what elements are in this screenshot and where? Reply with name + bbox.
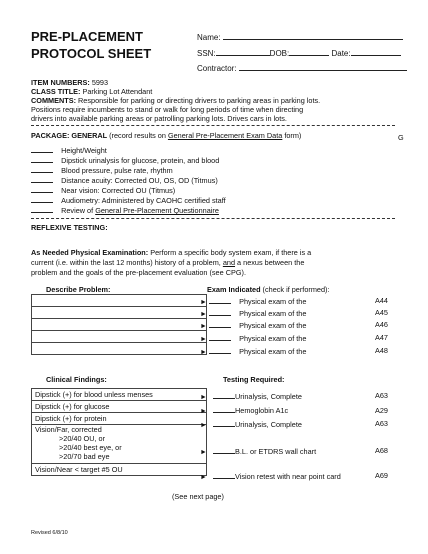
exam-header <box>207 285 329 294</box>
test-row <box>200 471 341 482</box>
package-header <box>31 131 301 140</box>
describe-cell[interactable] <box>32 343 207 355</box>
ssn-field[interactable] <box>216 47 270 56</box>
package-note-post: form) <box>282 131 302 140</box>
check-blank[interactable] <box>31 195 53 203</box>
package-item <box>31 185 175 195</box>
testing-label: Testing Required: <box>223 375 285 384</box>
comments-line2: Positions require incumbents to stand or walk for long periods of time when directing <box>31 105 304 114</box>
as-needed-label: As Needed Physical Examination: <box>31 248 149 257</box>
exam-label: Exam Indicated <box>207 285 261 294</box>
contractor-row <box>197 62 407 73</box>
exam-row <box>200 320 306 331</box>
check-blank[interactable] <box>213 419 235 427</box>
as-needed-text2a: current (i.e. within the last 12 months) history of a problem, <box>31 258 223 267</box>
title-line2: PROTOCOL SHEET <box>31 46 152 61</box>
check-blank[interactable] <box>209 346 231 354</box>
package-item <box>31 165 173 175</box>
package-item <box>31 195 226 205</box>
reflexive-label: REFLEXIVE TESTING: <box>31 223 108 232</box>
package-item <box>31 175 218 185</box>
divider <box>31 125 395 126</box>
package-label: PACKAGE: GENERAL <box>31 131 108 140</box>
see-next-page: (See next page) <box>172 492 224 501</box>
findings-label: Clinical Findings: <box>46 375 107 384</box>
as-needed-line3: problem and the goals of the pre-placement evaluation (see CPG). <box>31 268 246 277</box>
check-blank[interactable] <box>31 155 53 163</box>
arrow-right-icon: ► <box>200 422 207 429</box>
describe-table <box>31 294 207 355</box>
ssn-dob-date-row <box>197 47 401 58</box>
date-label: Date: <box>331 49 351 58</box>
exam-row-code: A48 <box>375 346 388 355</box>
exam-row <box>200 333 306 344</box>
package-item-label: Blood pressure, pulse rate, rhythm <box>61 166 173 175</box>
arrow-right-icon: ► <box>200 408 207 415</box>
test-row-text: Vision retest with near point card <box>235 472 341 481</box>
vision-far-line: >20/40 OU, or <box>59 434 106 443</box>
arrow-right-icon: ► <box>200 336 207 343</box>
exam-row-text: Physical exam of the <box>239 297 307 306</box>
item-numbers <box>31 78 108 87</box>
exam-row-text: Physical exam of the <box>239 347 307 356</box>
check-blank[interactable] <box>209 296 231 304</box>
package-note-link: General Pre-Placement Exam Data <box>167 131 283 140</box>
finding-cell: Vision/Near < target #5 OU <box>32 464 207 476</box>
arrow-right-icon: ► <box>200 323 207 330</box>
exam-row-text: Physical exam of the <box>239 309 307 318</box>
name-field-row <box>197 31 403 42</box>
as-needed-and: and <box>222 258 236 267</box>
check-blank[interactable] <box>213 391 235 399</box>
dob-field[interactable] <box>289 47 329 56</box>
dob-label: DOB: <box>269 49 290 58</box>
test-row-code: A63 <box>375 391 388 400</box>
check-blank[interactable] <box>31 175 53 183</box>
package-item-pre: Review of <box>61 206 96 215</box>
exam-row-code: A44 <box>375 296 388 305</box>
test-row-code: A63 <box>375 419 388 428</box>
package-item-label: Height/Weight <box>61 146 107 155</box>
check-blank[interactable] <box>213 446 235 454</box>
item-numbers-value: 5993 <box>91 78 109 87</box>
test-row-code: A29 <box>375 406 388 415</box>
item-numbers-label: ITEM NUMBERS: <box>31 78 90 87</box>
exam-row <box>200 308 306 319</box>
package-item-label: Distance acuity: Corrected OU, OS, OD (Titmus) <box>61 176 218 185</box>
arrow-right-icon: ► <box>200 299 207 306</box>
package-item-label: Dipstick urinalysis for glucose, protein, and blood <box>61 156 220 165</box>
arrow-right-icon: ► <box>200 394 207 401</box>
finding-cell: Dipstick (+) for glucose <box>32 401 207 413</box>
date-field[interactable] <box>351 47 401 56</box>
exam-row-code: A47 <box>375 333 388 342</box>
arrow-right-icon: ► <box>200 349 207 356</box>
ssn-label: SSN: <box>197 49 216 58</box>
exam-row-text: Physical exam of the <box>239 334 307 343</box>
test-row-text: Urinalysis, Complete <box>235 420 302 429</box>
divider <box>31 218 395 219</box>
check-blank[interactable] <box>31 145 53 153</box>
describe-cell[interactable] <box>32 319 207 331</box>
arrow-right-icon: ► <box>200 474 207 481</box>
title-line1: PRE-PLACEMENT <box>31 29 143 44</box>
check-blank[interactable] <box>213 471 235 479</box>
arrow-right-icon: ► <box>200 311 207 318</box>
finding-cell: Dipstick (+) for blood unless menses <box>32 389 207 401</box>
package-code: G <box>398 133 404 142</box>
vision-far-line: Vision/Far, corrected <box>35 425 102 434</box>
test-row-text: B.L. or ETDRS wall chart <box>235 447 317 456</box>
test-row-text: Hemoglobin A1c <box>235 406 289 415</box>
check-blank[interactable] <box>31 185 53 193</box>
name-label: Name: <box>197 33 221 42</box>
exam-row-text: Physical exam of the <box>239 321 307 330</box>
test-row-text: Urinalysis, Complete <box>235 392 302 401</box>
check-blank[interactable] <box>209 320 231 328</box>
check-blank[interactable] <box>31 165 53 173</box>
as-needed-text2b: a nexus between the <box>235 258 305 267</box>
describe-cell[interactable] <box>32 331 207 343</box>
test-row <box>200 419 302 430</box>
package-note-pre: (record results on <box>109 131 168 140</box>
vision-far-line: >20/70 bad eye <box>59 452 110 461</box>
check-blank[interactable] <box>213 405 235 413</box>
exam-row-code: A45 <box>375 308 388 317</box>
describe-label: Describe Problem: <box>46 285 111 294</box>
finding-cell: Dipstick (+) for protein <box>32 413 207 425</box>
comments-label: COMMENTS: <box>31 96 76 105</box>
describe-cell[interactable] <box>32 295 207 307</box>
exam-row <box>200 296 306 307</box>
class-title-value: Parking Lot Attendant <box>82 87 153 96</box>
finding-cell-vision-far <box>32 425 207 464</box>
check-blank[interactable] <box>209 308 231 316</box>
name-field[interactable] <box>223 31 403 40</box>
exam-row-code: A46 <box>375 320 388 329</box>
check-blank[interactable] <box>31 205 53 213</box>
test-row <box>200 391 302 402</box>
describe-cell[interactable] <box>32 307 207 319</box>
arrow-right-icon: ► <box>200 449 207 456</box>
test-row <box>200 405 288 416</box>
package-item-label: Near vision: Corrected OU (Titmus) <box>61 186 176 195</box>
package-item-link: General Pre-Placement Questionnaire <box>95 206 219 215</box>
findings-table <box>31 388 207 476</box>
revised-date: Revised 6/8/10 <box>31 530 68 536</box>
exam-note: (check if performed): <box>260 285 330 294</box>
test-row-code: A68 <box>375 446 388 455</box>
exam-row <box>200 346 306 357</box>
check-blank[interactable] <box>209 333 231 341</box>
comments <box>31 96 320 105</box>
package-item-label: Audiometry: Administered by CAOHC certified staff <box>61 196 226 205</box>
contractor-label: Contractor: <box>197 64 237 73</box>
test-row-code: A69 <box>375 471 388 480</box>
comments-line1: Responsible for parking or directing drivers to parking areas in parking lots. <box>78 96 321 105</box>
package-item <box>31 155 219 165</box>
as-needed-text1: Perform a specific body system exam, if there is a <box>148 248 312 257</box>
comments-line3: drivers into available parking areas or patrolling parking lots. Drives cars in lots. <box>31 114 287 123</box>
as-needed-line1 <box>31 248 311 257</box>
class-title-label: CLASS TITLE: <box>31 87 81 96</box>
contractor-field[interactable] <box>239 62 407 71</box>
as-needed-line2 <box>31 258 304 267</box>
class-title <box>31 87 152 96</box>
package-item <box>31 205 219 215</box>
vision-far-line: >20/40 best eye, or <box>59 443 122 452</box>
package-item <box>31 145 107 155</box>
test-row <box>200 446 316 457</box>
